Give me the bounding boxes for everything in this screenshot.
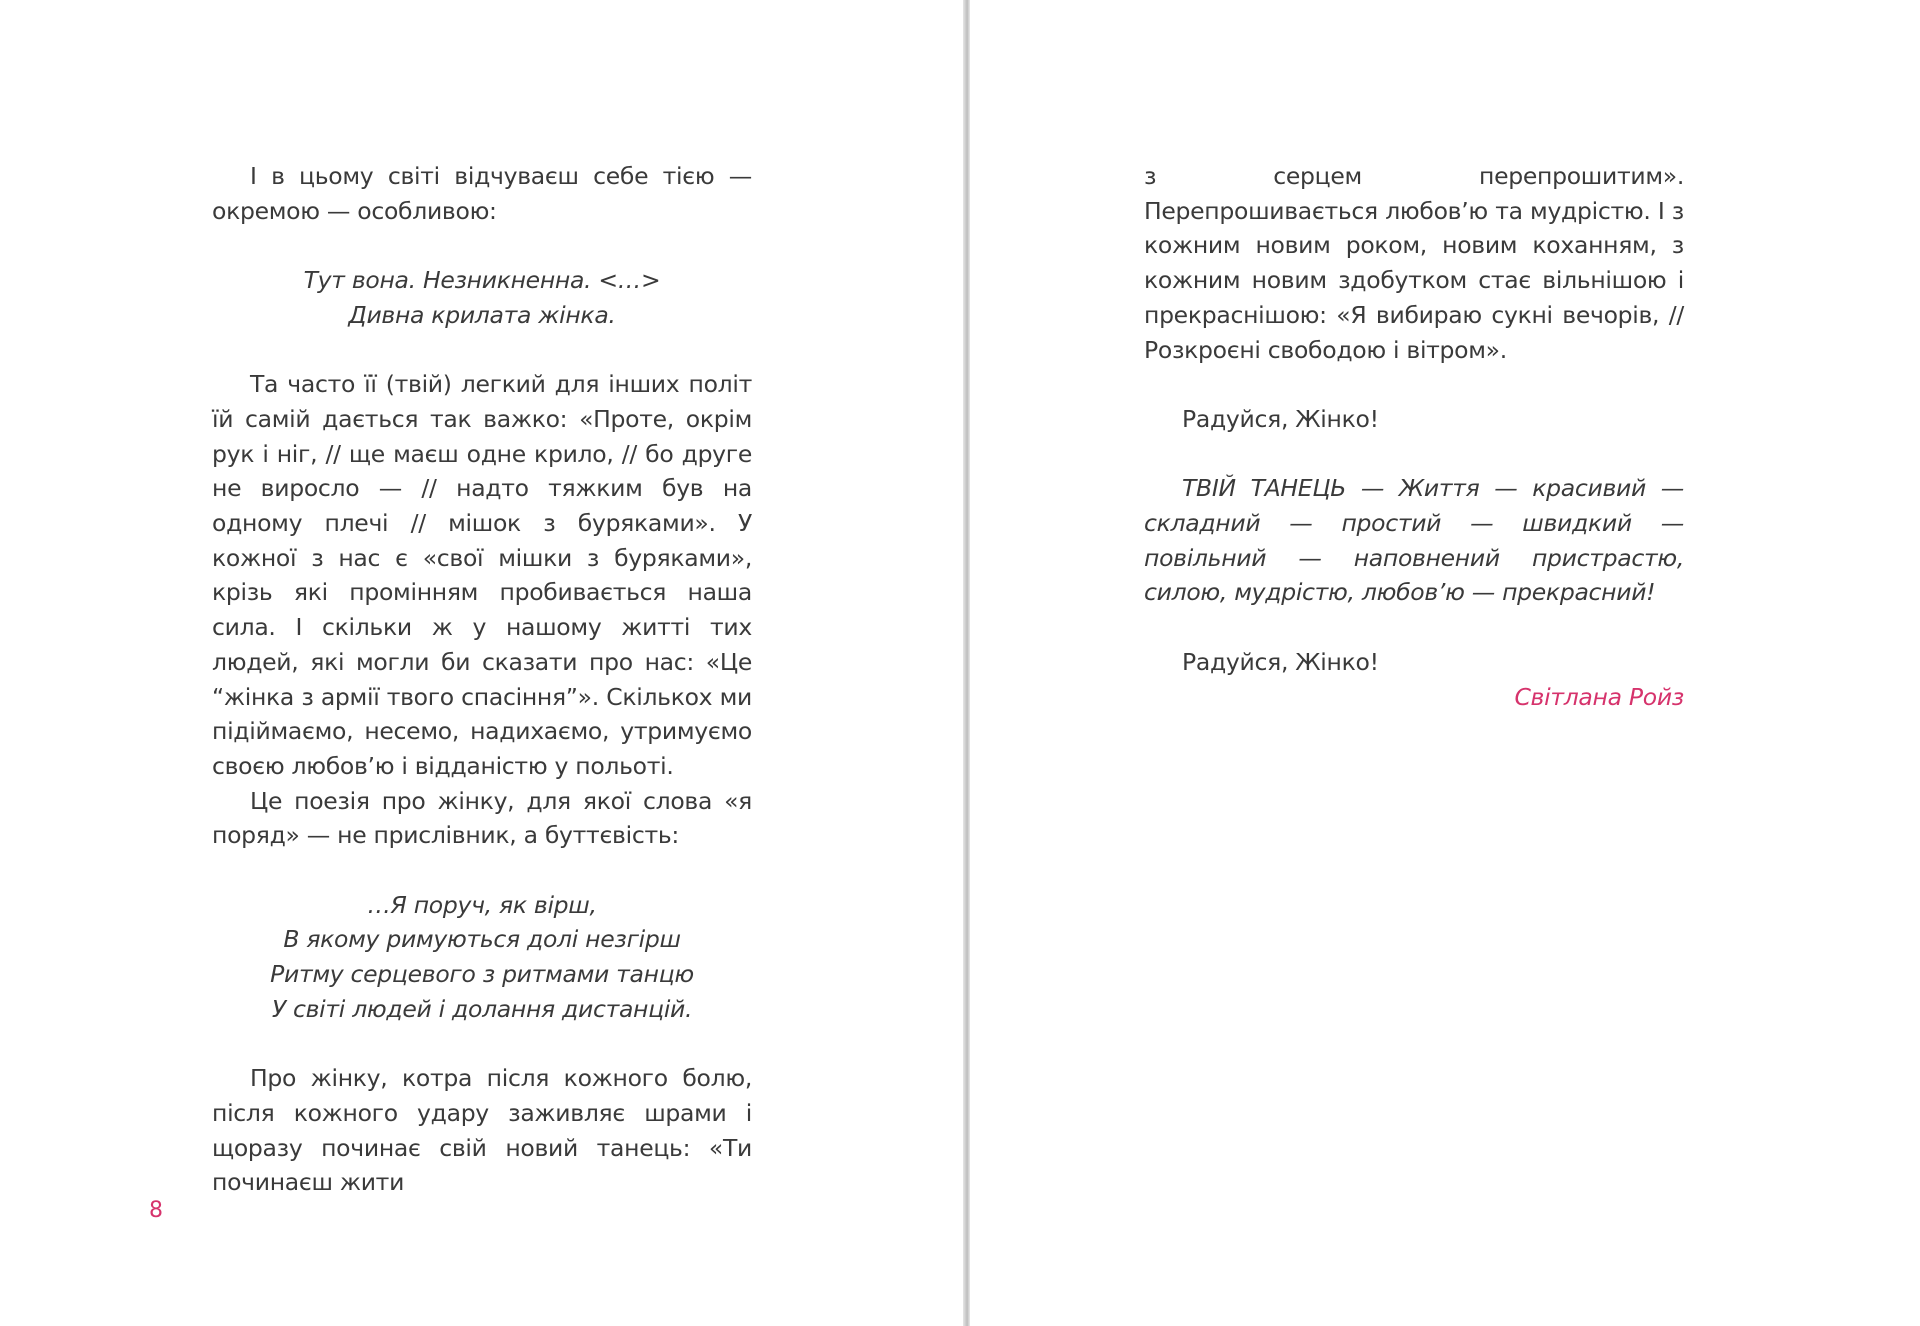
dance-paragraph: ТВІЙ ТАНЕЦЬ — Життя — красивий — складний — простий — швидкий — повільний — наповнений пристрастю, силою, мудрістю, любов’ю — прекрасний! bbox=[1144, 474, 1684, 607]
verse-line: …Я поруч, як вірш, bbox=[367, 890, 597, 919]
spacer bbox=[1144, 610, 1684, 645]
spacer bbox=[212, 228, 752, 263]
verse-quote-1 bbox=[212, 263, 752, 332]
left-paragraph-2: Та часто її (твій) легкий для інших політ їй самій дається так важко: «Проте, окрім рук і ніг, // ще маєш одне крило, // бо друге не виросло — // надто тяжким був на одному плечі // мішок з буряками». У кожної з нас є «свої мішки з буряками», крізь які промінням пробивається наша сила. І скільки ж у нашому житті тих людей, які могли би сказати про нас: «Це “жінка з армії твого спасіння”». Скількох ми підіймаємо, несемо, надихаємо, утримуємо своєю любов’ю і відданістю у польоті. bbox=[212, 370, 752, 780]
spacer bbox=[1144, 437, 1684, 472]
right-paragraph-1: з серцем перепрошитим». Перепрошивається любов’ю та мудрістю. І з кожним новим роком, новим коханням, з кожним новим здобутком стає вільнішою і прекраснішою: «Я вибираю сукні вечорів, // Розкроєні свободою і вітром». bbox=[1144, 162, 1684, 364]
left-paragraph-3: Це поезія про жінку, для якої слова «я поряд» — не прислівник, а буттєвість: bbox=[212, 786, 752, 850]
verse-line: Тут вона. Незникненна. <…> bbox=[303, 266, 661, 295]
verse-line: У світі людей і долання дистанцій. bbox=[271, 994, 693, 1023]
left-text-column bbox=[212, 159, 752, 1200]
greeting-2: Радуйся, Жінко! bbox=[1182, 647, 1379, 676]
verse-line: Дивна крилата жінка. bbox=[348, 300, 616, 329]
greeting-1: Радуйся, Жінко! bbox=[1182, 404, 1379, 433]
right-page bbox=[972, 0, 1920, 1326]
left-paragraph-4: Про жінку, котра після кожного болю, після кожного удару заживляє шрами і щоразу починає свій новий танець: «Ти починаєш жити bbox=[212, 1064, 752, 1197]
spacer bbox=[1144, 367, 1684, 402]
verse-line: В якому римуються долі незгірш bbox=[283, 925, 681, 954]
spacer bbox=[212, 1027, 752, 1062]
spacer bbox=[212, 333, 752, 368]
right-text-column bbox=[1144, 159, 1684, 714]
book-gutter bbox=[963, 0, 970, 1326]
verse-line: Ритму серцевого з ритмами танцю bbox=[270, 960, 694, 989]
author-signature: Світлана Ройз bbox=[1514, 682, 1684, 711]
spacer bbox=[212, 853, 752, 888]
left-paragraph-1: І в цьому світі відчуваєш себе тією — окремою — особливою: bbox=[212, 162, 752, 225]
page-number: 8 bbox=[149, 1198, 163, 1223]
verse-quote-2 bbox=[212, 888, 752, 1027]
